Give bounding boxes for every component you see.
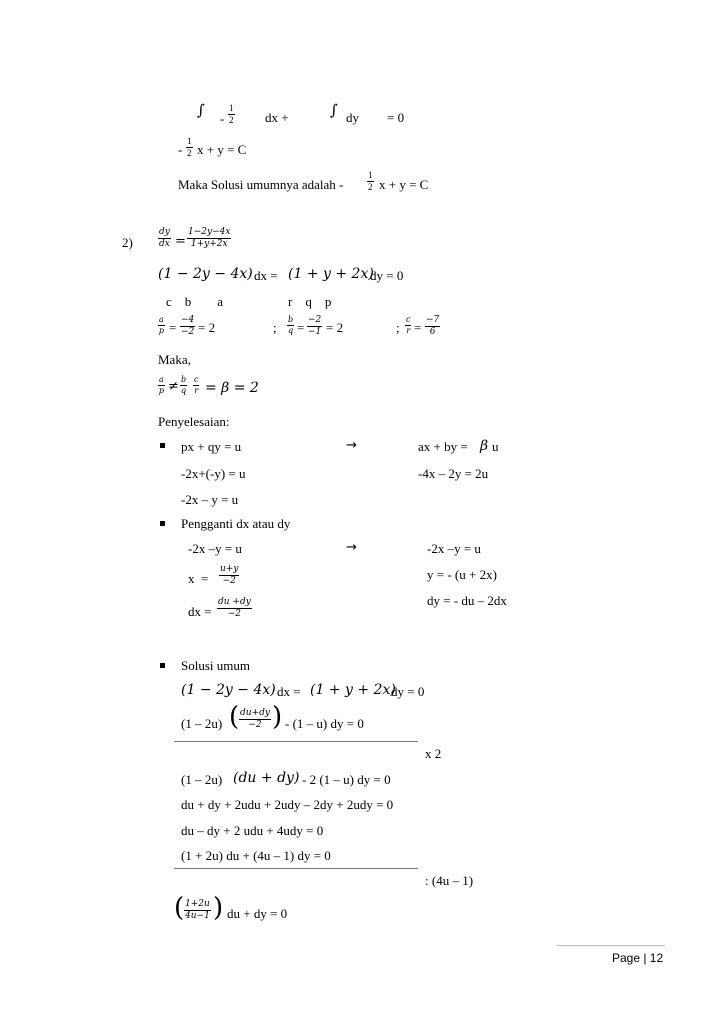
fraction-numerator: 1 bbox=[229, 103, 234, 113]
fraction-denominator: dx bbox=[159, 239, 170, 249]
fraction-half bbox=[228, 104, 235, 125]
fraction-half bbox=[367, 171, 374, 192]
left-paren: ( bbox=[174, 893, 185, 923]
equation-text: dx = bbox=[277, 684, 301, 699]
fraction-denominator: 4u−1 bbox=[185, 911, 210, 921]
fraction-c-r bbox=[405, 316, 411, 335]
fraction-denominator: 2 bbox=[229, 115, 234, 125]
fraction-numerator: dy bbox=[159, 227, 170, 237]
equation-line: -2x – y = u bbox=[181, 492, 239, 507]
fraction-a-p bbox=[158, 316, 165, 335]
equation-line: du – dy + 2 udu + 4udy = 0 bbox=[181, 823, 324, 838]
dx-equals-text: dx = bbox=[188, 604, 212, 619]
bullet-icon bbox=[160, 663, 165, 668]
result-text: = 2 bbox=[198, 320, 216, 335]
fraction-rhs bbox=[187, 228, 231, 249]
penyelesaian-label: Penyelesaian: bbox=[158, 414, 230, 429]
fraction-b-q bbox=[287, 316, 294, 335]
equation-line: du + dy + 2udu + 2udy – 2dy + 2udy = 0 bbox=[181, 797, 394, 812]
integral-sign: ∫ bbox=[197, 101, 205, 119]
fraction-denominator: 1+y+2x bbox=[190, 239, 228, 249]
beta-symbol: β bbox=[480, 438, 489, 454]
fraction-dydx bbox=[158, 228, 171, 249]
equation-line: px + qy = u bbox=[181, 439, 242, 454]
right-paren: ) bbox=[213, 893, 224, 923]
minus-sign: - bbox=[178, 142, 183, 157]
operation-divider bbox=[174, 868, 418, 869]
fraction-a-p bbox=[158, 376, 165, 395]
arrow-right-icon: → bbox=[346, 540, 357, 555]
fraction-denominator: r bbox=[406, 326, 411, 335]
fraction-numerator: −4 bbox=[181, 315, 195, 325]
fraction-dx bbox=[217, 598, 252, 619]
fraction-denominator: −2 bbox=[181, 327, 195, 337]
fraction-numerator: c bbox=[406, 315, 411, 324]
not-equal-sign: ≠ bbox=[168, 379, 179, 394]
equation-line: -2x –y = u bbox=[427, 541, 481, 556]
equation-line: y = - (u + 2x) bbox=[427, 567, 497, 582]
equals-sign: = bbox=[175, 234, 186, 249]
fraction-numerator: b bbox=[181, 375, 187, 384]
equation-term: (1 − 2y − 4x) bbox=[181, 682, 276, 698]
separator: ; bbox=[396, 320, 400, 335]
fraction-b-q bbox=[180, 376, 187, 395]
dx-plus-text: dx + bbox=[265, 110, 289, 125]
x-equals-text: x = bbox=[188, 571, 209, 586]
fraction-value bbox=[425, 316, 440, 337]
equation-text: dy = 0 bbox=[370, 268, 404, 283]
fraction-numerator: a bbox=[159, 315, 164, 324]
result-text: = 2 bbox=[326, 320, 344, 335]
bullet-title: Pengganti dx atau dy bbox=[181, 516, 291, 531]
beta-result: = β = 2 bbox=[205, 380, 259, 396]
coefficient-letters: c b a bbox=[166, 294, 224, 309]
fraction-denominator: −2 bbox=[248, 720, 262, 730]
left-paren: ( bbox=[229, 702, 240, 732]
equation-text: - (1 – u) dy = 0 bbox=[285, 716, 364, 731]
equals-zero-text: = 0 bbox=[387, 110, 405, 125]
fraction-denominator: −2 bbox=[222, 576, 236, 586]
equation-term: (1 + y + 2x) bbox=[288, 266, 374, 282]
integral-sign: ∫ bbox=[330, 101, 338, 119]
fraction-numerator: u+y bbox=[220, 564, 239, 574]
equation-line: -2x –y = u bbox=[188, 541, 242, 556]
equals-sign: = bbox=[414, 320, 422, 335]
right-paren: ) bbox=[272, 702, 283, 732]
bullet-title: Solusi umum bbox=[181, 658, 250, 673]
fraction-dudy bbox=[239, 709, 271, 730]
equation-line: ax + by = bbox=[418, 439, 468, 454]
fraction-numerator: −2 bbox=[308, 315, 322, 325]
multiply-operation: x 2 bbox=[425, 746, 442, 761]
fraction-numerator: 1+2u bbox=[185, 899, 210, 909]
fraction-x bbox=[219, 565, 239, 586]
equation-line: du + dy = 0 bbox=[227, 906, 288, 921]
fraction-final bbox=[184, 900, 211, 921]
footer-divider bbox=[557, 945, 665, 946]
fraction-denominator: q bbox=[181, 386, 187, 395]
coefficient-letters: r q p bbox=[288, 294, 332, 309]
equation-line: -4x – 2y = 2u bbox=[418, 466, 489, 481]
arrow-right-icon: → bbox=[346, 438, 357, 453]
fraction-denominator: 2 bbox=[187, 148, 192, 158]
fraction-half bbox=[186, 137, 193, 158]
equation-text: (1 – 2u) bbox=[181, 772, 223, 787]
equation-term: (du + dy) bbox=[233, 770, 300, 786]
minus-sign: - bbox=[220, 111, 225, 126]
equation-line: -2x+(-y) = u bbox=[181, 466, 246, 481]
fraction-numerator: c bbox=[194, 375, 199, 384]
fraction-denominator: 2 bbox=[368, 182, 373, 192]
equation-line: x + y = C bbox=[197, 142, 247, 157]
fraction-numerator: du +dy bbox=[218, 597, 251, 607]
equation-text: dy = 0 bbox=[391, 684, 425, 699]
divide-operation: : (4u – 1) bbox=[425, 873, 474, 888]
equals-sign: = bbox=[297, 320, 305, 335]
dy-text: dy bbox=[346, 110, 359, 125]
fraction-numerator: du+dy bbox=[240, 708, 270, 718]
fraction-numerator: 1−2y−4x bbox=[188, 227, 231, 237]
fraction-denominator: p bbox=[158, 386, 164, 395]
fraction-denominator: −1 bbox=[308, 327, 322, 337]
fraction-numerator: 1 bbox=[187, 136, 192, 146]
bullet-icon bbox=[160, 443, 165, 448]
equation-term: (1 − 2y − 4x) bbox=[158, 266, 253, 282]
equation-text: (1 – 2u) bbox=[181, 716, 223, 731]
equation-text: dx = bbox=[254, 268, 278, 283]
fraction-denominator: p bbox=[158, 326, 164, 335]
fraction-denominator: q bbox=[288, 326, 294, 335]
fraction-denominator: r bbox=[194, 386, 199, 395]
bullet-icon bbox=[160, 521, 165, 526]
fraction-value bbox=[180, 316, 195, 337]
fraction-numerator: 1 bbox=[368, 170, 373, 180]
equation-line: dy = - du – 2dx bbox=[427, 593, 507, 608]
fraction-numerator: a bbox=[159, 375, 164, 384]
fraction-c-r bbox=[193, 376, 199, 395]
operation-divider bbox=[174, 741, 418, 742]
equation-line: (1 + 2u) du + (4u – 1) dy = 0 bbox=[181, 848, 331, 863]
page-number: Page | 12 bbox=[612, 951, 664, 965]
equation-line: x + y = C bbox=[379, 177, 429, 192]
general-solution-text: Maka Solusi umumnya adalah - bbox=[178, 177, 344, 192]
equation-text: - 2 (1 – u) dy = 0 bbox=[302, 772, 391, 787]
problem-number: 2) bbox=[122, 235, 133, 250]
fraction-numerator: −7 bbox=[426, 315, 440, 325]
equation-text: u bbox=[492, 439, 499, 454]
separator: ; bbox=[273, 320, 277, 335]
fraction-value bbox=[307, 316, 322, 337]
fraction-numerator: b bbox=[288, 315, 294, 324]
maka-label: Maka, bbox=[158, 352, 191, 367]
equals-sign: = bbox=[169, 320, 177, 335]
fraction-denominator: −2 bbox=[227, 609, 242, 619]
equation-term: (1 + y + 2x) bbox=[310, 682, 396, 698]
fraction-denominator: 6 bbox=[429, 327, 436, 337]
